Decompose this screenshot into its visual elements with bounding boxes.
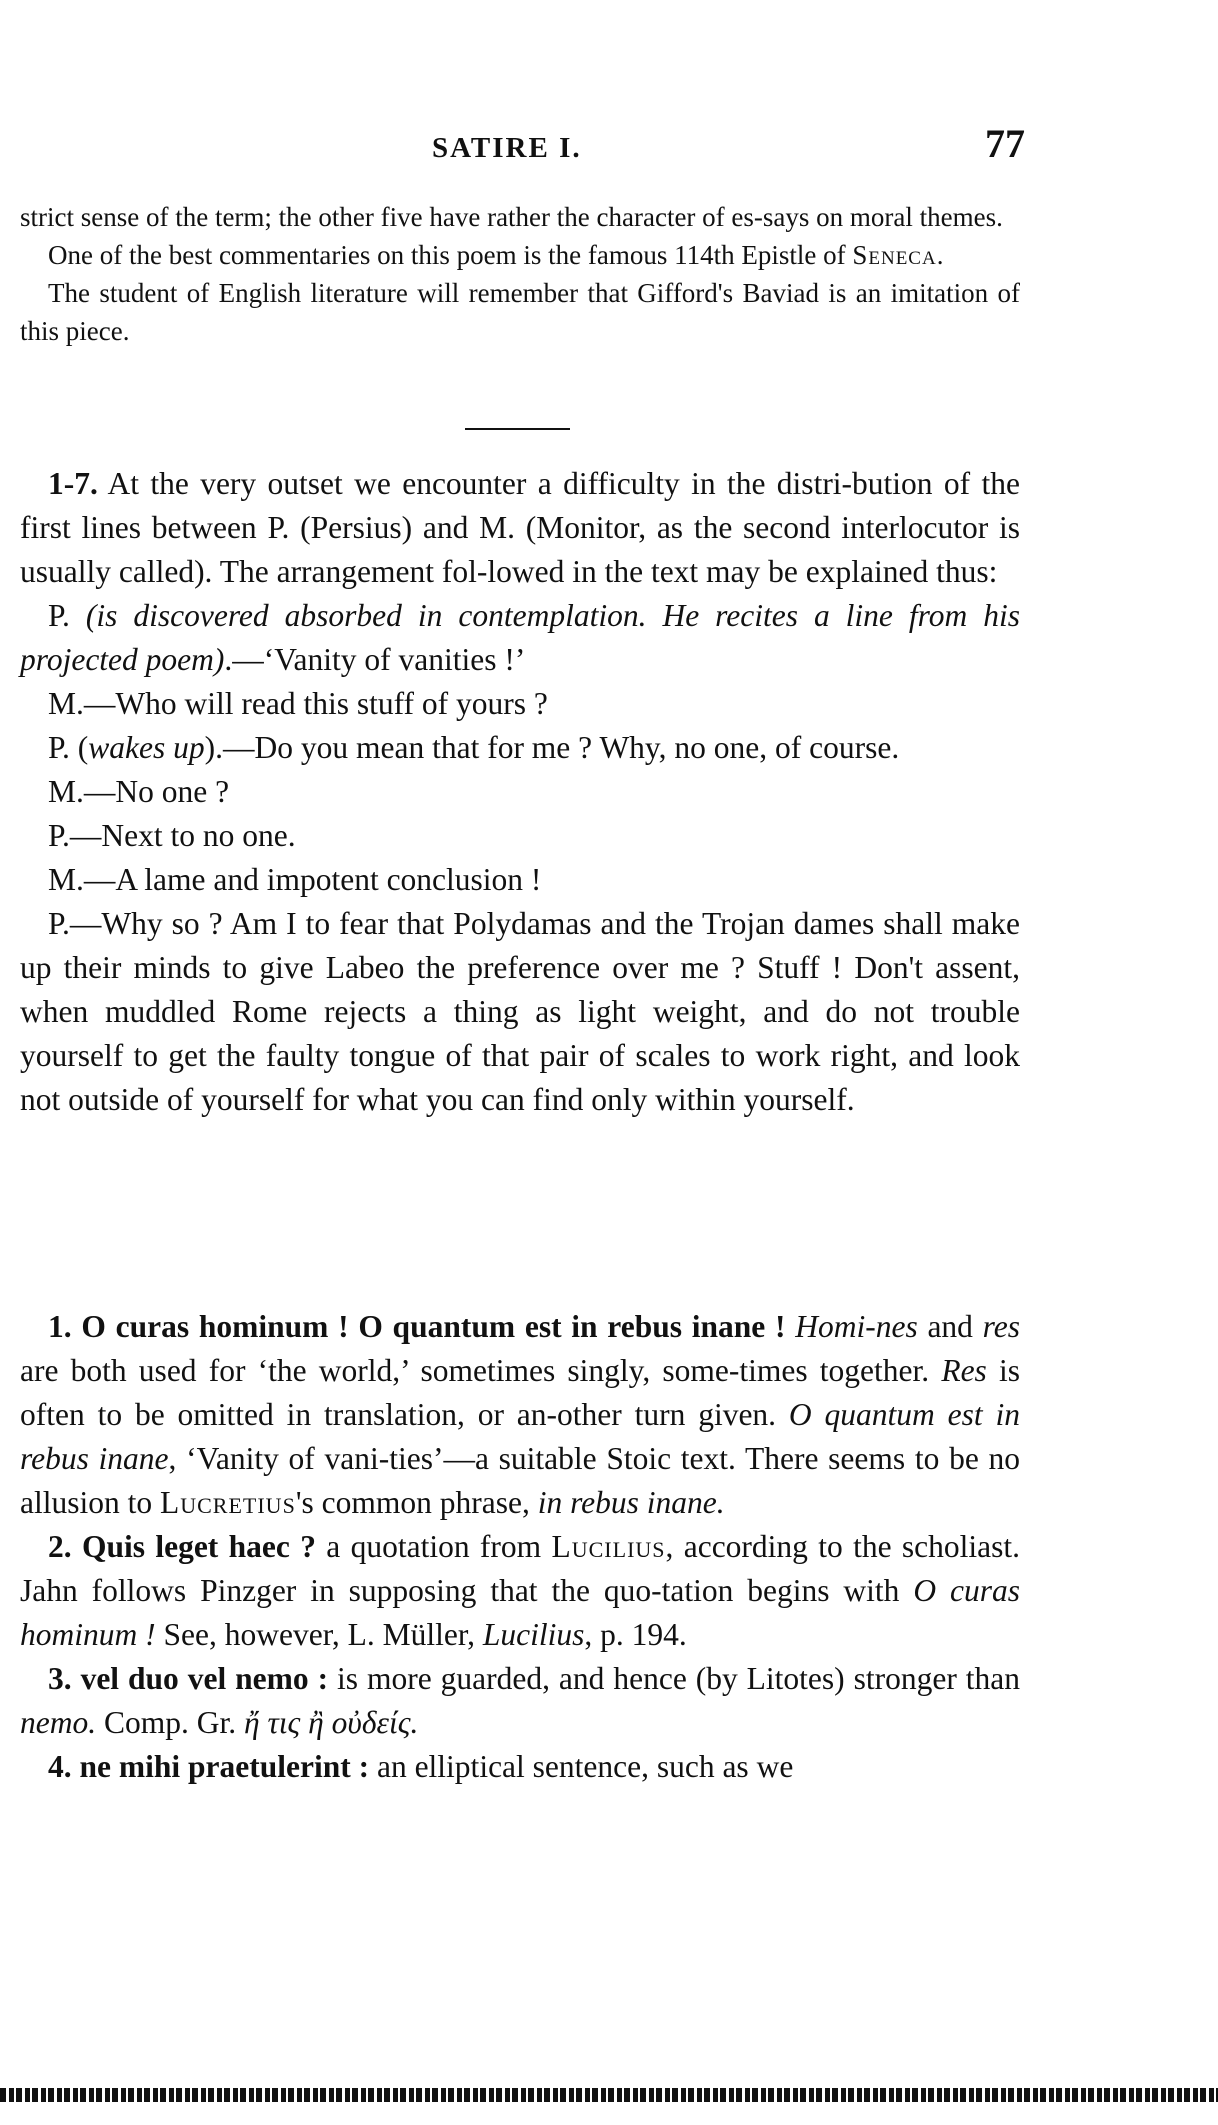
note-2 bbox=[20, 1525, 1020, 1657]
dialogue-line-4 bbox=[20, 770, 1020, 814]
commentary-notes bbox=[20, 1305, 1020, 1789]
page-number: 77 bbox=[985, 121, 1025, 166]
note-text: and bbox=[917, 1309, 983, 1344]
lemma: vel duo vel nemo : bbox=[80, 1661, 329, 1696]
intro-notes bbox=[20, 198, 1020, 350]
lemma: Quis leget haec ? bbox=[81, 1529, 316, 1564]
italic-term: in rebus inane. bbox=[537, 1485, 725, 1520]
note-number: 1-7. bbox=[48, 466, 98, 501]
note-1-7 bbox=[20, 462, 1020, 594]
italic-term: O quantum est in rebus inane bbox=[20, 1397, 1020, 1476]
speaker: P. bbox=[48, 598, 86, 633]
note-text: , ‘Vanity of vani-ties’—a suitable Stoic text. There seems to be no allusion to bbox=[20, 1441, 1021, 1520]
scan-edge-bar bbox=[0, 2088, 1218, 2102]
italic-term: Homi-nes bbox=[795, 1309, 918, 1344]
note-text: At the very outset we encounter a difficulty in the distri-bution of the first lines between P. (Persius) and M. (Monitor, as the second interlocutor is usually called). The arrangement fol-lowed in the text may be explained thus: bbox=[20, 466, 1020, 589]
intro-paragraph-1 bbox=[20, 198, 1020, 236]
page-header bbox=[20, 120, 1025, 180]
lemma: O curas hominum ! O quantum est in rebus inane ! bbox=[81, 1309, 786, 1344]
speaker: P. ( bbox=[48, 730, 89, 765]
dialogue-text: M.—A lame and impotent conclusion ! bbox=[48, 862, 542, 897]
note-text: , according to the scholiast. Jahn follows Pinzger in supposing that the quo-tation begins with bbox=[20, 1529, 1021, 1608]
dialogue-line-3 bbox=[20, 726, 1020, 770]
dialogue-line-1 bbox=[20, 594, 1020, 682]
note-number: 1. bbox=[48, 1309, 72, 1344]
stage-direction: wakes up bbox=[88, 730, 205, 765]
note-3 bbox=[20, 1657, 1020, 1745]
author-seneca: Seneca bbox=[852, 240, 937, 270]
note-number: 4. bbox=[48, 1749, 72, 1784]
dialogue-line-5 bbox=[20, 814, 1020, 858]
dialogue-text: ).—Do you mean that for me ? Why, no one, of course. bbox=[204, 730, 900, 765]
italic-term: Res bbox=[941, 1353, 987, 1388]
lemma: ne mihi praetulerint : bbox=[79, 1749, 370, 1784]
italic-term: nemo. bbox=[20, 1705, 97, 1740]
author-lucretius: Lucretius bbox=[160, 1485, 296, 1520]
commentary-lines-1-7 bbox=[20, 462, 1020, 1122]
intro-text-2-end: . bbox=[936, 240, 944, 270]
greek-phrase: ἤ τις ἢ οὐδείς. bbox=[244, 1705, 419, 1740]
running-head: SATIRE I. bbox=[432, 132, 582, 164]
note-number: 2. bbox=[48, 1529, 72, 1564]
intro-paragraph-3 bbox=[20, 274, 1020, 350]
note-1 bbox=[20, 1305, 1020, 1525]
dialogue-line-6 bbox=[20, 858, 1020, 902]
note-text: is more guarded, and hence (by Litotes) stronger than bbox=[328, 1661, 1021, 1696]
note-text: are both used for ‘the world,’ sometimes singly, some-times together. bbox=[20, 1353, 942, 1388]
note-text: Comp. Gr. bbox=[96, 1705, 244, 1740]
author-lucilius: Lucilius bbox=[551, 1529, 666, 1564]
note-text: is often to be omitted in translation, or an-other turn given. bbox=[20, 1353, 1020, 1432]
dialogue-text: M.—Who will read this stuff of yours ? bbox=[48, 686, 548, 721]
dialogue-line-7 bbox=[20, 902, 1020, 1122]
note-number: 3. bbox=[48, 1661, 72, 1696]
intro-text-3: The student of English literature will remember that Gifford's Baviad is an imitation of this piece. bbox=[20, 278, 1020, 346]
intro-text-1: strict sense of the term; the other five have rather the character of es-says on moral themes. bbox=[20, 202, 1003, 232]
dialogue-text: M.—No one ? bbox=[48, 774, 230, 809]
dialogue-text: .—‘Vanity of vanities !’ bbox=[224, 642, 526, 677]
note-text: See, however, L. Müller, bbox=[155, 1617, 483, 1652]
italic-term: Lucilius bbox=[482, 1617, 585, 1652]
intro-text-2: One of the best commentaries on this poem is the famous 114th Epistle of bbox=[48, 240, 853, 270]
intro-paragraph-2 bbox=[20, 236, 1020, 274]
section-divider bbox=[465, 428, 570, 430]
dialogue-text: P.—Why so ? Am I to fear that Polydamas and the Trojan dames shall make up their minds to give Labeo the preference over me ? Stuff ! Don't assent, when muddled Rome rejects a thing as light weight, and do not trouble yourself to get the faulty tongue of that pair of scales to work right, and look not outside of yourself for what you can find only within yourself. bbox=[20, 906, 1020, 1117]
note-text: , p. 194. bbox=[584, 1617, 687, 1652]
stage-direction: (is discovered absorbed in contemplation. He recites a line from his projected poem) bbox=[20, 598, 1020, 677]
dialogue-line-2 bbox=[20, 682, 1020, 726]
italic-term: res bbox=[982, 1309, 1020, 1344]
note-text: a quotation from bbox=[315, 1529, 552, 1564]
italic-term: O curas hominum ! bbox=[20, 1573, 1021, 1652]
note-4 bbox=[20, 1745, 1020, 1789]
note-text: 's common phrase, bbox=[295, 1485, 538, 1520]
dialogue-text: P.—Next to no one. bbox=[48, 818, 296, 853]
note-text: an elliptical sentence, such as we bbox=[369, 1749, 794, 1784]
